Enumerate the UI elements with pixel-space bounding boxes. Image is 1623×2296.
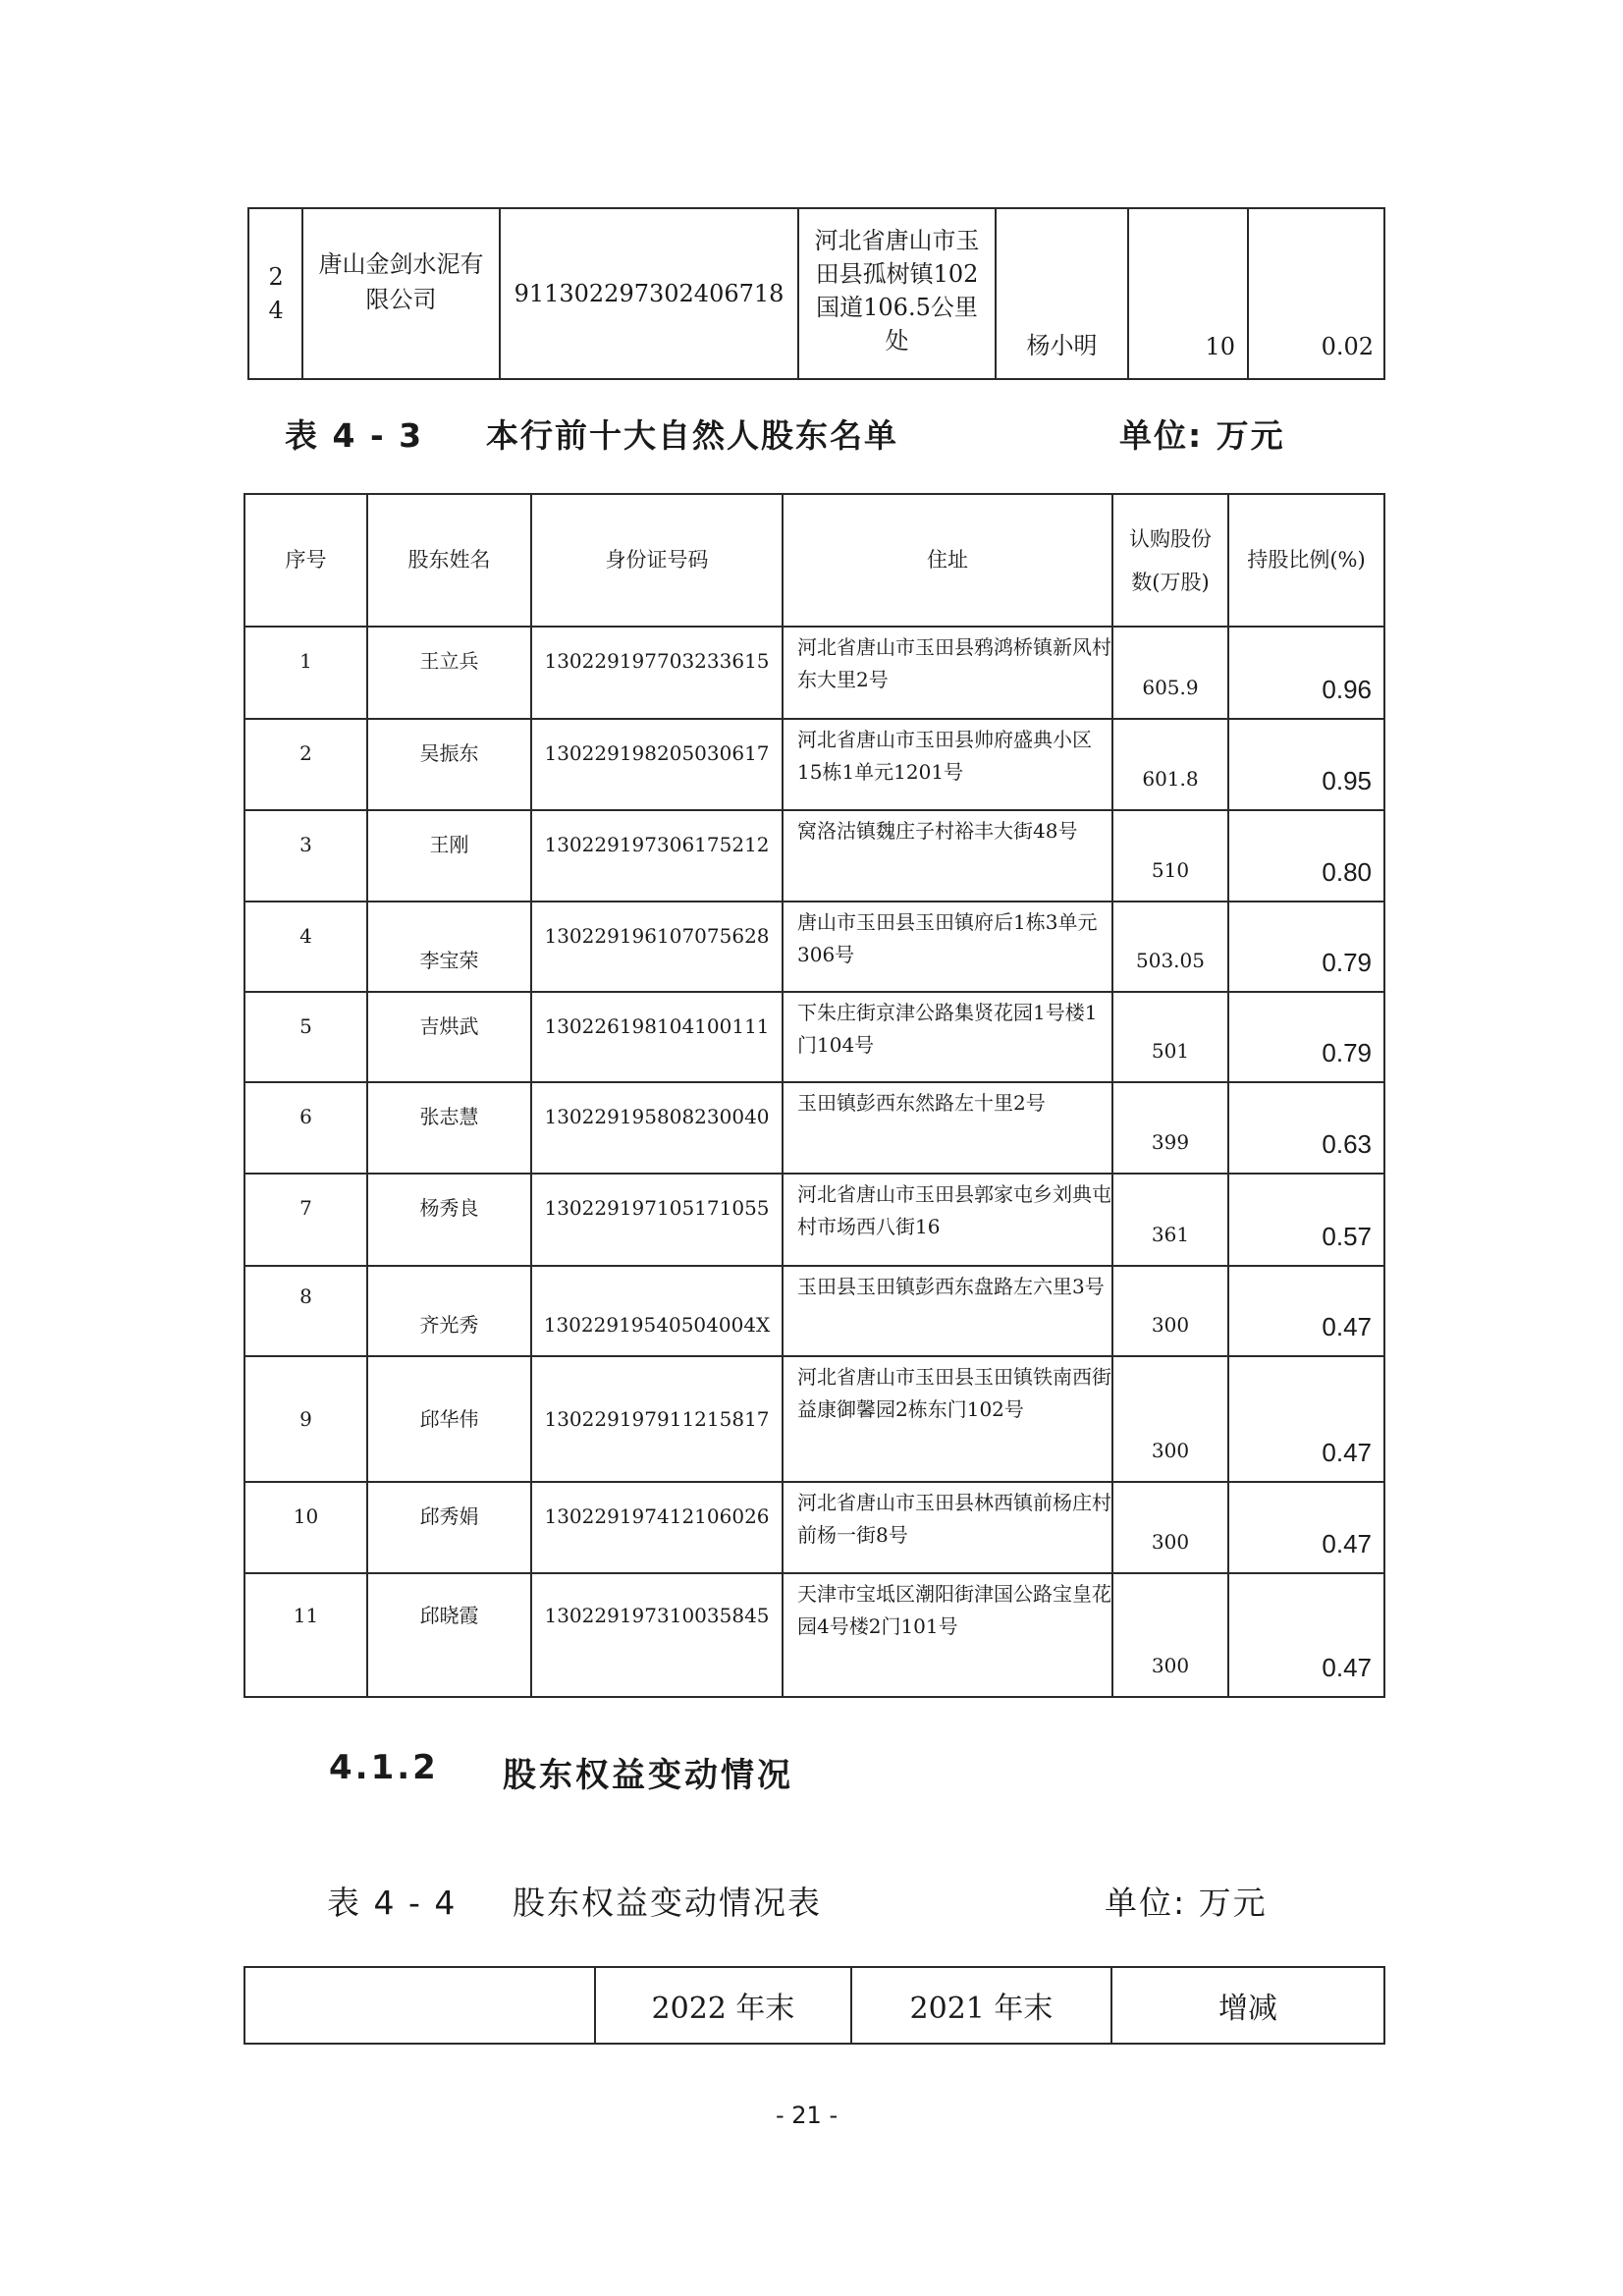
- ratio-cell: 0.57: [1228, 1174, 1384, 1266]
- id-cell: 130226198104100111: [531, 992, 783, 1082]
- table43-caption-no: 表 4 - 3: [285, 416, 424, 455]
- shares-cell: 300: [1112, 1482, 1228, 1573]
- table44-unit: 单位: 万元: [1105, 1884, 1268, 1922]
- address-cell: 玉田镇彭西东然路左十里2号: [783, 1082, 1112, 1174]
- address-cell: 河北省唐山市玉田县玉田镇铁南西街益康御馨园2栋东门102号: [783, 1356, 1112, 1482]
- name-cell: 邱秀娟: [367, 1482, 531, 1573]
- header-id: 身份证号码: [531, 494, 783, 627]
- ratio-cell: 0.47: [1228, 1266, 1384, 1356]
- address-cell: 河北省唐山市玉田县郭家屯乡刘典屯村市场西八街16: [783, 1174, 1112, 1266]
- table-row: [244, 1266, 1384, 1356]
- seq-cell: 2: [244, 719, 367, 810]
- table-row: [244, 992, 1384, 1082]
- ratio-cell: 0.95: [1228, 719, 1384, 810]
- company-name: 唐山金剑水泥有限公司: [318, 250, 484, 313]
- id-cell: 130229197306175212: [531, 810, 783, 902]
- ratio-cell: [1248, 208, 1384, 379]
- seq-value: 2 4: [268, 263, 284, 324]
- shares-cell: 501: [1112, 992, 1228, 1082]
- shares-cell: 503.05: [1112, 902, 1228, 992]
- page-number: - 21 -: [776, 2102, 839, 2129]
- address-text: 河北省唐山市玉田县孤树镇102国道106.5公里处: [814, 227, 980, 355]
- name-cell: 邱晓霞: [367, 1573, 531, 1697]
- id-cell: 130229197105171055: [531, 1174, 783, 1266]
- shares-cell: 300: [1112, 1573, 1228, 1697]
- table-row: [244, 1082, 1384, 1174]
- seq-cell: 9: [244, 1356, 367, 1482]
- shares-value: 10: [1205, 333, 1235, 360]
- header-2022: 2022 年末: [595, 1967, 851, 2044]
- address-cell: 河北省唐山市玉田县帅府盛典小区15栋1单元1201号: [783, 719, 1112, 810]
- header-name: 股东姓名: [367, 494, 531, 627]
- legal-rep-cell: [996, 208, 1128, 379]
- address-cell: 窝洛沽镇魏庄子村裕丰大街48号: [783, 810, 1112, 902]
- table-row: [248, 208, 1384, 379]
- seq-cell: 6: [244, 1082, 367, 1174]
- table-row: [244, 1356, 1384, 1482]
- company-cell: [302, 208, 500, 379]
- table-row: [244, 810, 1384, 902]
- ratio-cell: 0.96: [1228, 627, 1384, 719]
- section-number: 4.1.2: [329, 1748, 439, 1787]
- id-cell: 130229197911215817: [531, 1356, 783, 1482]
- id-cell: 130229197703233615: [531, 627, 783, 719]
- shares-cell: 300: [1112, 1266, 1228, 1356]
- header-shares: 认购股份数(万股): [1112, 494, 1228, 627]
- name-cell: 张志慧: [367, 1082, 531, 1174]
- shares-cell: 361: [1112, 1174, 1228, 1266]
- table43-caption-title: 本行前十大自然人股东名单: [486, 416, 898, 455]
- credit-code: 911302297302406718: [514, 280, 784, 307]
- seq-cell: [248, 208, 302, 379]
- table-row: [244, 902, 1384, 992]
- address-cell: 河北省唐山市玉田县林西镇前杨庄村前杨一街8号: [783, 1482, 1112, 1573]
- shareholder-table-continued: [247, 207, 1385, 380]
- shares-cell: 399: [1112, 1082, 1228, 1174]
- table-row: [244, 1174, 1384, 1266]
- header-ratio: 持股比例(%): [1228, 494, 1384, 627]
- id-cell: 130229197310035845: [531, 1573, 783, 1697]
- id-cell: 130229198205030617: [531, 719, 783, 810]
- seq-cell: 10: [244, 1482, 367, 1573]
- name-cell: 王刚: [367, 810, 531, 902]
- header-row: [244, 1967, 1384, 2044]
- table44-caption-title: 股东权益变动情况表: [513, 1884, 822, 1922]
- address-cell: [798, 208, 996, 379]
- shares-cell: 510: [1112, 810, 1228, 902]
- ratio-cell: 0.47: [1228, 1356, 1384, 1482]
- ratio-value: 0.02: [1321, 333, 1374, 360]
- seq-cell: 3: [244, 810, 367, 902]
- address-cell: 唐山市玉田县玉田镇府后1栋3单元306号: [783, 902, 1112, 992]
- ratio-cell: 0.63: [1228, 1082, 1384, 1174]
- ratio-cell: 0.79: [1228, 902, 1384, 992]
- ratio-cell: 0.47: [1228, 1482, 1384, 1573]
- header-row: [244, 494, 1384, 627]
- name-cell: 王立兵: [367, 627, 531, 719]
- name-cell: 李宝荣: [367, 902, 531, 992]
- id-cell: 130229197412106026: [531, 1482, 783, 1573]
- header-change: 增减: [1111, 1967, 1384, 2044]
- name-cell: 吉烘武: [367, 992, 531, 1082]
- seq-cell: 5: [244, 992, 367, 1082]
- header-seq: 序号: [244, 494, 367, 627]
- ratio-cell: 0.80: [1228, 810, 1384, 902]
- header-2021: 2021 年末: [851, 1967, 1111, 2044]
- shares-cell: 300: [1112, 1356, 1228, 1482]
- seq-cell: 7: [244, 1174, 367, 1266]
- seq-cell: 8: [244, 1266, 367, 1356]
- header-blank: [244, 1967, 595, 2044]
- credit-code-cell: [500, 208, 798, 379]
- address-cell: 天津市宝坻区潮阳街津国公路宝皇花园4号楼2门101号: [783, 1573, 1112, 1697]
- name-cell: 邱华伟: [367, 1356, 531, 1482]
- address-cell: 下朱庄街京津公路集贤花园1号楼1门104号: [783, 992, 1112, 1082]
- name-cell: 吴振东: [367, 719, 531, 810]
- table-row: [244, 1573, 1384, 1697]
- id-cell: 130229196107075628: [531, 902, 783, 992]
- shares-cell: 605.9: [1112, 627, 1228, 719]
- seq-cell: 1: [244, 627, 367, 719]
- ratio-cell: 0.79: [1228, 992, 1384, 1082]
- table44-caption-no: 表 4 - 4: [327, 1884, 458, 1922]
- legal-rep: 杨小明: [1026, 332, 1098, 359]
- name-cell: 齐光秀: [367, 1266, 531, 1356]
- table-row: [244, 719, 1384, 810]
- id-cell: 130229195808230040: [531, 1082, 783, 1174]
- seq-cell: 4: [244, 902, 367, 992]
- equity-change-table: [243, 1966, 1385, 2045]
- id-cell: 13022919540504004X: [531, 1266, 783, 1356]
- table-row: [244, 627, 1384, 719]
- name-cell: 杨秀良: [367, 1174, 531, 1266]
- shares-cell: 601.8: [1112, 719, 1228, 810]
- address-cell: 河北省唐山市玉田县鸦鸿桥镇新风村东大里2号: [783, 627, 1112, 719]
- ratio-cell: 0.47: [1228, 1573, 1384, 1697]
- address-cell: 玉田县玉田镇彭西东盘路左六里3号: [783, 1266, 1112, 1356]
- top-natural-shareholders-table: [243, 493, 1385, 1698]
- header-address: 住址: [783, 494, 1112, 627]
- table-row: [244, 1482, 1384, 1573]
- table43-unit: 单位: 万元: [1119, 416, 1285, 455]
- section-title: 股东权益变动情况: [503, 1756, 793, 1795]
- seq-cell: 11: [244, 1573, 367, 1697]
- shares-cell: [1128, 208, 1248, 379]
